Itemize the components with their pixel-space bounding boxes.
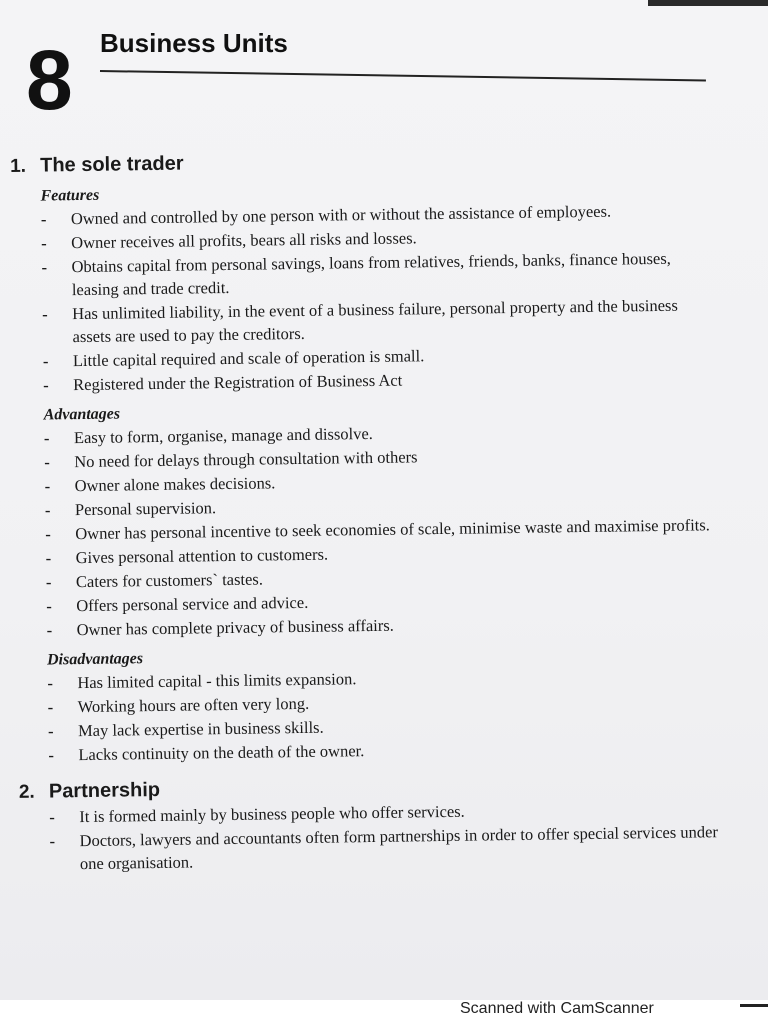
bullet-dash: - [49, 807, 55, 827]
bullet-dash: - [41, 257, 48, 277]
list-item-text: Has limited capital - this limits expansion. [77, 669, 357, 693]
bullet-dash: - [44, 452, 50, 472]
chapter-number: 8 [26, 33, 73, 127]
list-item-text: Little capital required and scale of operation is small. [72, 346, 425, 371]
scan-edge-shadow [648, 0, 768, 6]
bullet-dash: - [46, 620, 53, 640]
bullet-dash: - [47, 697, 54, 717]
list-item-text: Caters for customers` tastes. [75, 569, 264, 592]
section-title: Partnership [48, 778, 161, 803]
bullet-dash: - [49, 831, 56, 851]
bullet-list [19, 796, 720, 876]
list-item-text: May lack expertise in business skills. [77, 717, 324, 741]
bullet-dash: - [45, 548, 52, 568]
bullet-dash: - [46, 596, 52, 616]
list-item-text: It is formed mainly by business people who offer services. [79, 801, 465, 827]
list-item-text: Working hours are often very long. [77, 693, 310, 717]
list-item-text: No need for delays through consultation with others [74, 447, 418, 472]
bullet-dash: - [45, 572, 52, 592]
list-item [11, 246, 712, 302]
list-item-text: Has unlimited liability, in the event of a business failure, personal property and the business assets are used to pay the creditors. [72, 295, 678, 347]
section-2 [19, 771, 720, 876]
bullet-list [14, 417, 717, 642]
scanner-watermark: Scanned with CamScanner [460, 1000, 654, 1017]
list-item-text: Doctors, lawyers and accountants often form partnerships in order to offer special services under one organisation. [79, 822, 719, 874]
chapter-title: Business Units [100, 28, 288, 58]
bullet-dash: - [47, 673, 54, 693]
list-item-text: Registered under the Registration of Business Act [73, 370, 403, 395]
section-number: 1. [10, 155, 27, 177]
page-content [10, 145, 720, 877]
list-item-text: Owned and controlled by one person with or without the assistance of employees. [70, 201, 612, 229]
list-item [12, 293, 713, 349]
section-1 [10, 145, 718, 767]
section-title: The sole trader [39, 152, 184, 177]
list-item-text: Offers personal service and advice. [76, 592, 309, 616]
list-item-text: Owner has personal incentive to seek economies of scale, minimise waste and maximise profits. [75, 515, 710, 544]
list-item-text: Lacks continuity on the death of the owner. [78, 741, 365, 765]
list-item-text: Owner has complete privacy of business affairs. [76, 615, 394, 640]
list-item-text: Obtains capital from personal savings, loans from relatives, friends, banks, finance houses, leasing and trade credit. [71, 248, 671, 300]
bullet-dash: - [43, 428, 50, 448]
scan-edge-mark [740, 1004, 768, 1007]
bullet-dash: - [42, 304, 48, 324]
bullet-dash: - [43, 375, 49, 395]
list-item-text: Owner alone makes decisions. [74, 473, 276, 496]
bullet-dash: - [48, 745, 55, 765]
bullet-list [17, 662, 718, 767]
list-item-text: Owner receives all profits, bears all risks and losses. [71, 228, 417, 253]
list-item-text: Easy to form, organise, manage and dissolve. [73, 423, 373, 448]
bullet-dash: - [41, 233, 47, 253]
subsection-heading: Advantages [43, 405, 121, 424]
list-item-text: Personal supervision. [74, 498, 217, 520]
bullet-dash: - [45, 524, 51, 544]
section-number: 2. [18, 781, 35, 803]
subsection-heading: Disadvantages [46, 650, 144, 669]
bullet-dash: - [42, 351, 49, 371]
list-item-text: Gives personal attention to customers. [75, 544, 329, 568]
list-item [19, 820, 720, 876]
bullet-dash: - [40, 209, 47, 229]
bullet-list [11, 198, 714, 397]
subsection-heading: Features [40, 186, 100, 205]
bullet-dash: - [44, 500, 51, 520]
bullet-dash: - [44, 476, 51, 496]
bullet-dash: - [47, 721, 54, 741]
